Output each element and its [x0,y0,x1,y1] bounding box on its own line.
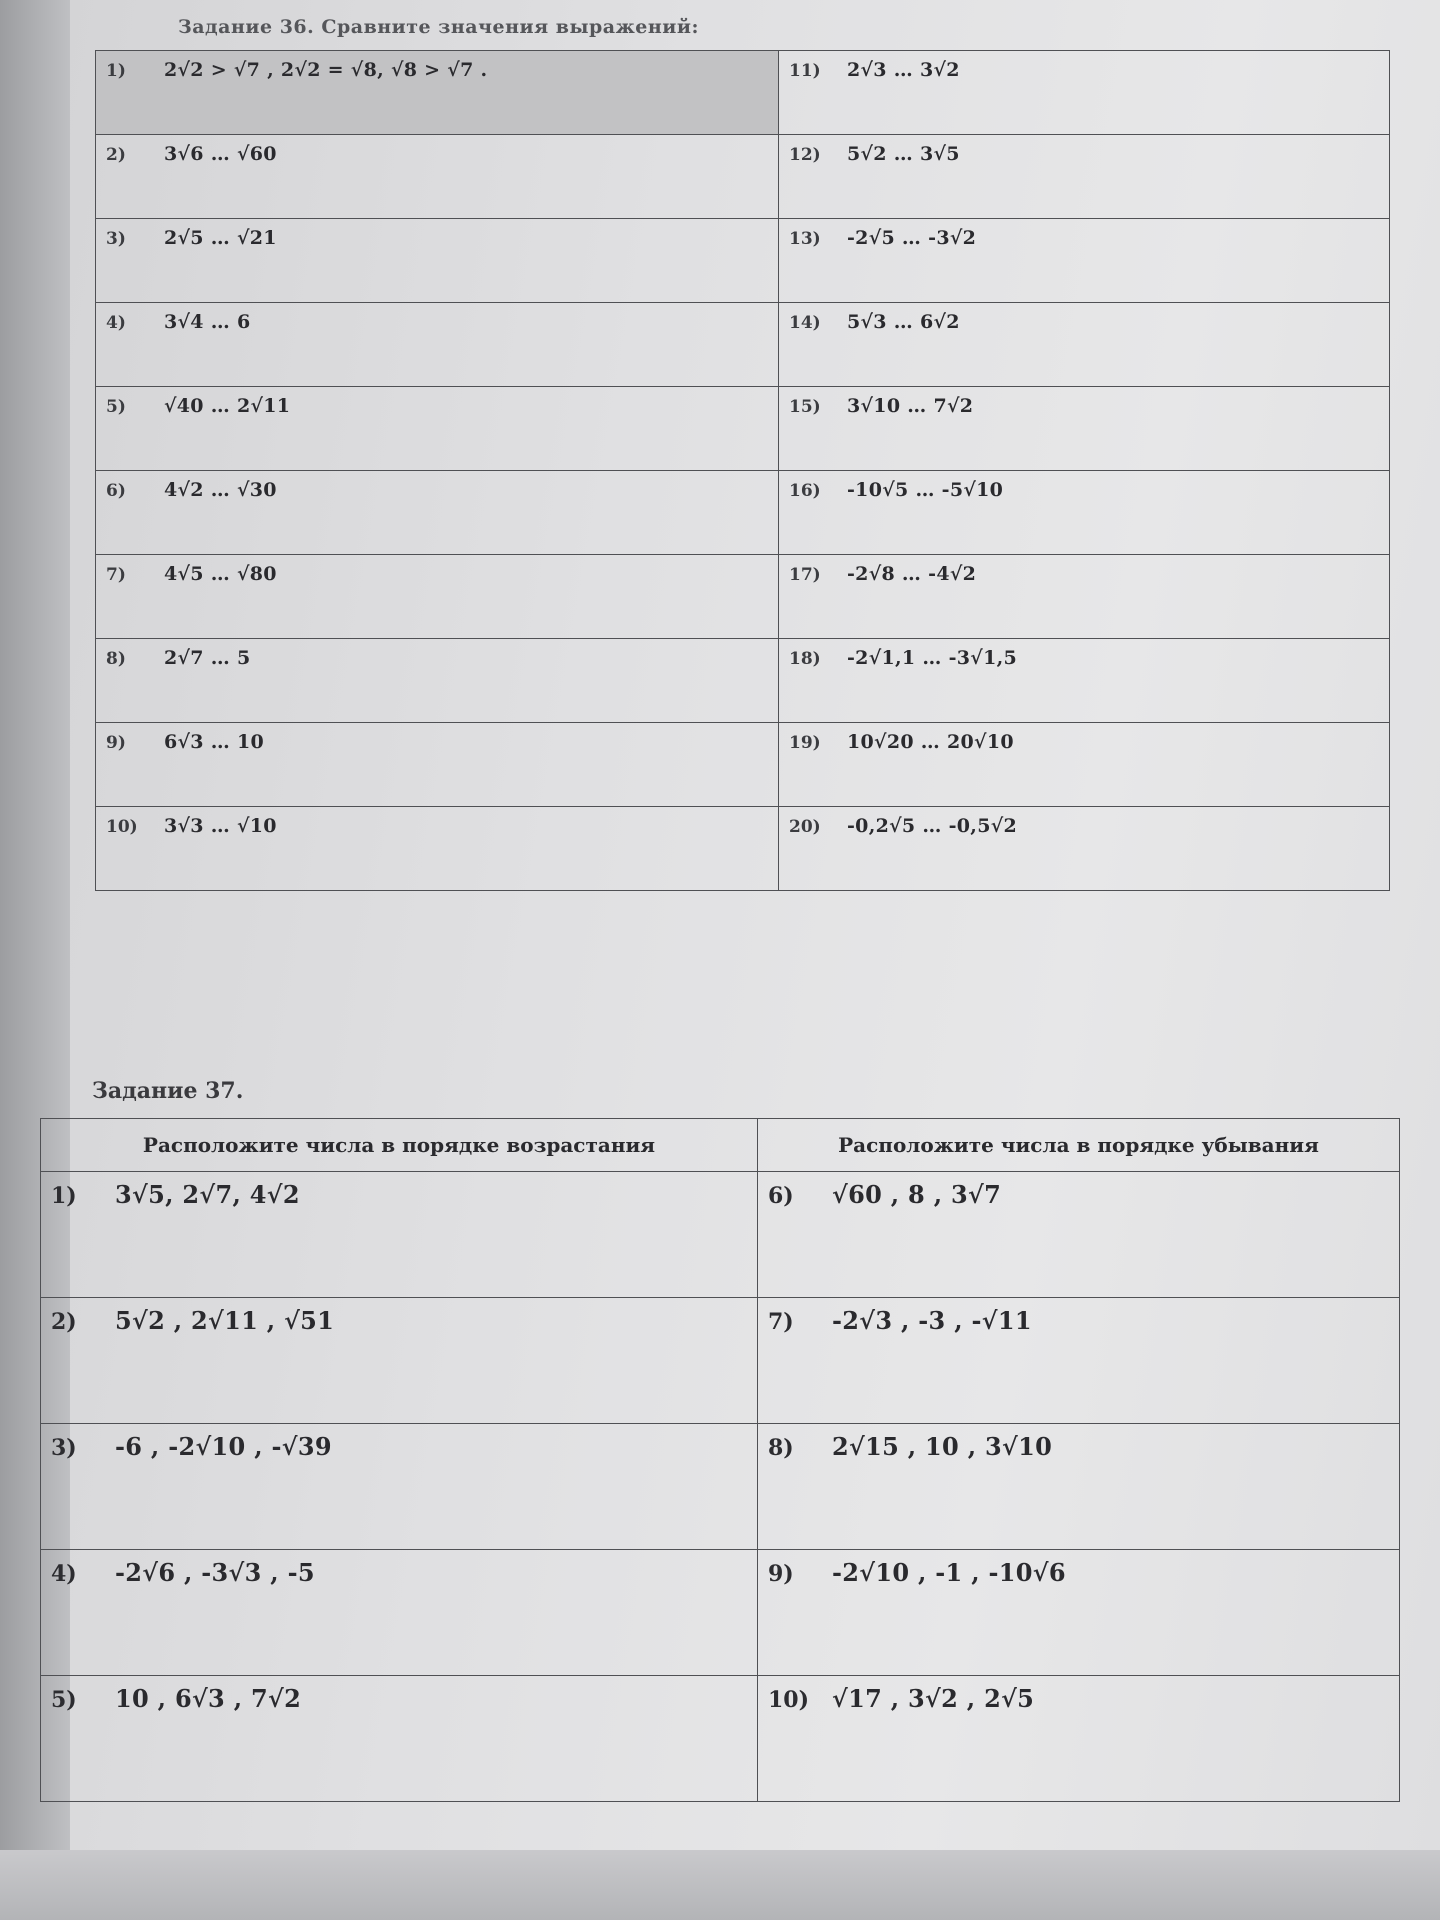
background-edge-bottom [0,1850,1440,1920]
exercise-cell [779,555,1390,639]
exercise-cell [41,1550,758,1676]
table-row [96,723,1390,807]
table-row [96,471,1390,555]
table-row [41,1550,1400,1676]
exercise-expression: √40 … 2√11 [164,395,291,417]
table-row [41,1676,1400,1802]
exercise-number: 12) [789,145,821,165]
exercise-number: 8) [768,1435,794,1461]
exercise-number: 5) [106,397,126,417]
exercise-number: 18) [789,649,821,669]
exercise-cell [779,471,1390,555]
exercise-expression: 6√3 … 10 [164,731,264,753]
exercise-number: 16) [789,481,821,501]
exercise-cell [779,387,1390,471]
exercise-number: 6) [768,1183,794,1209]
exercise-number: 13) [789,229,821,249]
table-row [96,135,1390,219]
exercise-expression: 3√10 … 7√2 [847,395,974,417]
exercise-number: 11) [789,61,821,81]
exercise-number: 9) [106,733,126,753]
exercise-cell [758,1676,1400,1802]
exercise-number: 3) [51,1435,77,1461]
exercise-expression: 2√15 , 10 , 3√10 [832,1432,1053,1461]
exercise-cell [779,51,1390,135]
ascending-header: Расположите числа в порядке возрастания [41,1119,758,1172]
exercise-expression: -2√3 , -3 , -√11 [832,1306,1032,1335]
exercise-cell [41,1298,758,1424]
exercise-cell [96,387,779,471]
exercise-number: 4) [106,313,126,333]
exercise-expression: 4√5 … √80 [164,563,277,585]
table-row [96,219,1390,303]
exercise-cell [96,639,779,723]
task-36-table [95,50,1390,891]
exercise-cell [96,219,779,303]
exercise-expression: -2√1,1 … -3√1,5 [847,647,1018,669]
exercise-number: 15) [789,397,821,417]
exercise-cell [758,1550,1400,1676]
exercise-expression: 3√5, 2√7, 4√2 [115,1180,300,1209]
exercise-number: 19) [789,733,821,753]
exercise-cell [96,555,779,639]
exercise-cell [41,1424,758,1550]
exercise-expression: 2√2 > √7 , 2√2 = √8, √8 > √7 . [164,59,488,81]
exercise-expression: 2√7 … 5 [164,647,251,669]
table-row [96,807,1390,891]
exercise-cell [41,1676,758,1802]
exercise-cell [779,135,1390,219]
table-row [96,303,1390,387]
exercise-expression: -2√6 , -3√3 , -5 [115,1558,315,1587]
exercise-number: 6) [106,481,126,501]
exercise-cell [96,471,779,555]
exercise-number: 7) [106,565,126,585]
exercise-number: 10) [768,1687,810,1713]
table-row [41,1424,1400,1550]
exercise-number: 4) [51,1561,77,1587]
task-37-table [40,1118,1400,1802]
exercise-expression: √60 , 8 , 3√7 [832,1180,1002,1209]
exercise-number: 5) [51,1687,77,1713]
exercise-expression: -0,2√5 … -0,5√2 [847,815,1018,837]
task-37-title: Задание 37. [92,1078,244,1104]
exercise-number: 7) [768,1309,794,1335]
exercise-number: 2) [106,145,126,165]
exercise-number: 9) [768,1561,794,1587]
exercise-number: 10) [106,817,138,837]
exercise-expression: 5√2 , 2√11 , √51 [115,1306,335,1335]
exercise-expression: -2√10 , -1 , -10√6 [832,1558,1066,1587]
task-36-title: Задание 36. Сравните значения выражений: [178,16,699,38]
exercise-expression: 10√20 … 20√10 [847,731,1014,753]
exercise-expression: 4√2 … √30 [164,479,277,501]
exercise-expression: 10 , 6√3 , 7√2 [115,1684,302,1713]
exercise-number: 1) [106,61,126,81]
exercise-expression: 3√3 … √10 [164,815,277,837]
table-row [41,1172,1400,1298]
exercise-cell [758,1298,1400,1424]
exercise-cell [96,723,779,807]
exercise-cell [96,807,779,891]
exercise-expression: -6 , -2√10 , -√39 [115,1432,332,1461]
table-row [96,555,1390,639]
exercise-expression: -2√5 … -3√2 [847,227,977,249]
exercise-cell [779,303,1390,387]
exercise-cell [96,303,779,387]
exercise-cell [779,639,1390,723]
table-row [41,1298,1400,1424]
exercise-cell [758,1424,1400,1550]
exercise-expression: √17 , 3√2 , 2√5 [832,1684,1035,1713]
table-row [96,639,1390,723]
exercise-cell [779,807,1390,891]
descending-header: Расположите числа в порядке убывания [758,1119,1400,1172]
exercise-cell [758,1172,1400,1298]
exercise-cell [96,51,779,135]
exercise-expression: 3√4 … 6 [164,311,251,333]
exercise-cell [779,219,1390,303]
exercise-expression: 5√2 … 3√5 [847,143,960,165]
exercise-expression: -10√5 … -5√10 [847,479,1004,501]
exercise-cell [779,723,1390,807]
exercise-expression: 3√6 … √60 [164,143,277,165]
exercise-expression: 2√3 … 3√2 [847,59,960,81]
exercise-number: 8) [106,649,126,669]
exercise-number: 20) [789,817,821,837]
exercise-number: 3) [106,229,126,249]
exercise-number: 14) [789,313,821,333]
exercise-number: 1) [51,1183,77,1209]
exercise-expression: -2√8 … -4√2 [847,563,977,585]
exercise-number: 17) [789,565,821,585]
table-row [96,387,1390,471]
exercise-cell [41,1172,758,1298]
exercise-cell [96,135,779,219]
table-row [96,51,1390,135]
exercise-expression: 5√3 … 6√2 [847,311,960,333]
exercise-expression: 2√5 … √21 [164,227,277,249]
exercise-number: 2) [51,1309,77,1335]
